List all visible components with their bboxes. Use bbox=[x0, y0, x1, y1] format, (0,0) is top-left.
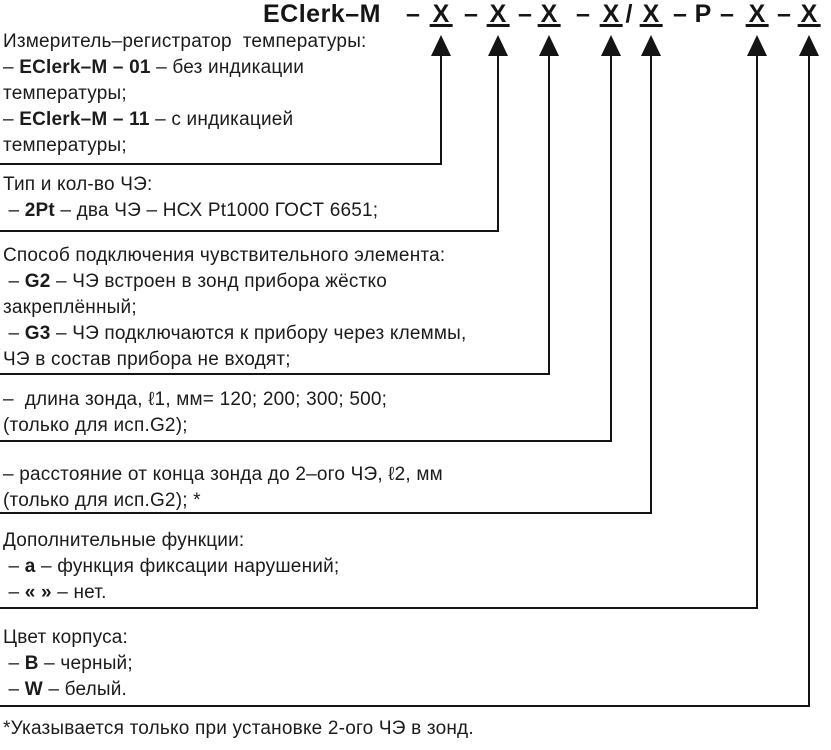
text-run: – нет. bbox=[51, 582, 107, 603]
text-line bbox=[3, 488, 443, 514]
arrow-line bbox=[610, 55, 612, 442]
arrow-line bbox=[650, 55, 652, 514]
text-run: Цвет корпуса: bbox=[3, 627, 129, 648]
section-divider-line bbox=[0, 163, 442, 165]
text-run: (только для исп.G2); * bbox=[3, 490, 201, 511]
text-run: – функция фиксации нарушений; bbox=[35, 556, 340, 577]
text-run: – bbox=[3, 556, 25, 577]
section-second-sensor-distance bbox=[3, 462, 443, 514]
text-run: температуры; bbox=[3, 83, 127, 104]
text-line bbox=[3, 29, 367, 55]
section-divider-line bbox=[0, 230, 499, 232]
text-line bbox=[3, 243, 466, 269]
code-option-value: « » bbox=[24, 582, 52, 603]
text-line bbox=[3, 677, 133, 703]
text-run: – ЧЭ встроен в зонд прибора жёстко bbox=[50, 271, 387, 292]
title-placeholder-x4: X bbox=[600, 2, 623, 27]
title-slash-separator: / bbox=[625, 0, 633, 28]
text-run: – два ЧЭ – НСХ Pt1000 ГОСТ 6651; bbox=[54, 200, 379, 221]
text-run: – с индикацией bbox=[149, 109, 294, 130]
text-line bbox=[3, 413, 387, 439]
text-line bbox=[3, 528, 339, 554]
section-probe-length bbox=[3, 387, 387, 439]
section-divider-line bbox=[0, 607, 758, 609]
title-p-token: P bbox=[694, 0, 712, 28]
text-run: Дополнительные функции: bbox=[3, 530, 245, 551]
text-run: – расстояние от конца зонда до 2–ого ЧЭ, ℓ2, мм bbox=[3, 464, 443, 485]
section-divider-line bbox=[0, 705, 810, 707]
text-line bbox=[3, 133, 367, 159]
text-run: – bbox=[3, 653, 25, 674]
code-option-value: B bbox=[24, 653, 39, 674]
text-line bbox=[3, 625, 133, 651]
text-line bbox=[3, 55, 367, 81]
section-divider-line bbox=[0, 440, 612, 442]
text-line bbox=[3, 81, 367, 107]
title-separator: – bbox=[777, 0, 791, 28]
text-run: – белый. bbox=[42, 679, 128, 700]
text-line bbox=[3, 172, 378, 198]
title-separator: – bbox=[720, 0, 734, 28]
text-run: Измеритель–регистратор температуры: bbox=[3, 31, 367, 52]
code-option-value: EClerk–M – 01 bbox=[19, 57, 151, 78]
text-line bbox=[3, 387, 387, 413]
text-line bbox=[3, 198, 378, 224]
text-run: Тип и кол-во ЧЭ: bbox=[3, 174, 153, 195]
text-run: – bbox=[3, 582, 25, 603]
section-extra-functions bbox=[3, 528, 339, 606]
text-line bbox=[3, 295, 466, 321]
code-option-value: 2Pt bbox=[24, 200, 55, 221]
title-placeholder-x2: X bbox=[487, 2, 510, 27]
section-divider-line bbox=[0, 373, 550, 375]
arrow-line bbox=[548, 55, 550, 375]
title-separator: – bbox=[464, 0, 478, 28]
text-run: – черный; bbox=[38, 653, 133, 674]
text-run: закреплённый; bbox=[3, 297, 137, 318]
text-run: – ЧЭ подключаются к прибору через клеммы, bbox=[50, 323, 467, 344]
arrowhead-icon bbox=[488, 35, 508, 56]
arrow-line bbox=[808, 55, 810, 707]
footnote: *Указывается только при установке 2-ого ЧЭ в зонд. bbox=[3, 718, 474, 739]
code-option-value: G2 bbox=[24, 271, 51, 292]
section-device-type bbox=[3, 29, 367, 159]
text-line bbox=[3, 462, 443, 488]
arrowhead-icon bbox=[539, 35, 559, 56]
title-separator: – bbox=[673, 0, 687, 28]
arrowhead-icon bbox=[641, 35, 661, 56]
title-placeholder-x6: X bbox=[746, 2, 769, 27]
text-run: – bbox=[3, 200, 25, 221]
section-connection-method bbox=[3, 243, 466, 373]
title-placeholder-x1: X bbox=[430, 2, 453, 27]
title-placeholder-x5: X bbox=[640, 2, 663, 27]
text-run: – bbox=[3, 57, 20, 78]
code-option-value: EClerk–M – 11 bbox=[19, 109, 150, 130]
text-line bbox=[3, 651, 133, 677]
text-line bbox=[3, 580, 339, 606]
section-sensor-type-count bbox=[3, 172, 378, 224]
text-run: температуры; bbox=[3, 135, 127, 156]
code-option-value: W bbox=[24, 679, 43, 700]
code-option-value: а bbox=[24, 556, 36, 577]
arrowhead-icon bbox=[747, 35, 767, 56]
text-line bbox=[3, 321, 466, 347]
text-run: (только для исп.G2); bbox=[3, 415, 188, 436]
arrowhead-icon bbox=[601, 35, 621, 56]
section-case-color bbox=[3, 625, 133, 703]
text-run: Способ подключения чувствительного элемента: bbox=[3, 245, 446, 266]
text-run: – длина зонда, ℓ1, мм= 120; 200; 300; 500; bbox=[3, 389, 388, 410]
title-placeholder-x3: X bbox=[538, 2, 561, 27]
title-separator: – bbox=[576, 0, 590, 28]
title-separator: – bbox=[406, 0, 420, 28]
text-run: – без индикации bbox=[150, 57, 305, 78]
text-run: – bbox=[3, 323, 25, 344]
arrowhead-icon bbox=[799, 35, 819, 56]
ordering-code-title bbox=[0, 2, 831, 32]
title-brand: EClerk–M bbox=[263, 0, 381, 28]
arrow-line bbox=[440, 55, 442, 165]
title-separator: – bbox=[518, 0, 532, 28]
text-line bbox=[3, 107, 367, 133]
arrow-line bbox=[756, 55, 758, 609]
text-line bbox=[3, 554, 339, 580]
text-run: – bbox=[3, 271, 25, 292]
text-run: ЧЭ в состав прибора не входят; bbox=[3, 349, 291, 370]
text-run: – bbox=[3, 679, 25, 700]
title-placeholder-x7: X bbox=[798, 2, 821, 27]
arrow-line bbox=[497, 55, 499, 232]
text-run: – bbox=[3, 109, 20, 130]
code-option-value: G3 bbox=[24, 323, 51, 344]
text-line bbox=[3, 347, 466, 373]
text-line bbox=[3, 269, 466, 295]
arrowhead-icon bbox=[431, 35, 451, 56]
